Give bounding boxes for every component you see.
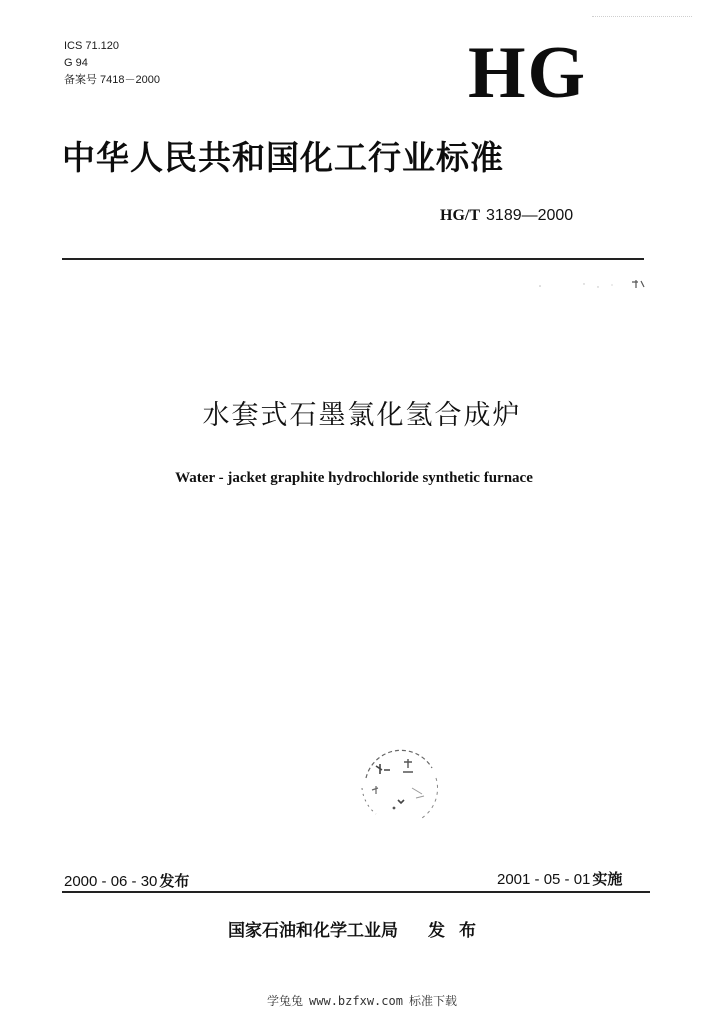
issue-date-label: 发布 [159,872,190,890]
standard-number-prefix: HG/T [440,207,481,224]
ccs-code: G 94 [64,57,88,69]
footer-site-name: 学兔兔 [267,994,304,1008]
filing-number: 备案号 7418－2000 [64,74,160,86]
standard-series-title: 中华人民共和国化工行业标准 [62,138,504,177]
scan-edge-mark [592,16,692,17]
effective-date-value: 2001 - 05 - 01 [497,871,591,888]
scan-noise [520,270,660,300]
ics-code: ICS 71.120 [64,40,120,52]
publisher [228,918,490,944]
effective-date-label: 实施 [592,870,623,888]
issue-date [64,872,189,891]
hg-logo: HG [468,32,588,114]
footer-divider [62,891,650,893]
document-title-english: Water - jacket graphite hydrochloride synthetic furnace [175,470,533,486]
header-divider [62,258,644,260]
publisher-name: 国家石油和化学工业局 [228,921,398,941]
effective-date [497,870,622,889]
standard-number [440,204,573,227]
footer-url-link[interactable]: www.bzfxw.com [309,994,403,1008]
issue-date-value: 2000 - 06 - 30 [64,873,158,890]
document-title-chinese: 水套式石墨氯化氢合成炉 [202,400,522,431]
watermark-footer [0,992,724,1010]
publisher-action: 发布 [428,921,490,941]
footer-tagline: 标准下载 [408,994,457,1008]
official-seal-stamp [352,738,448,834]
standard-number-value: 3189—2000 [486,207,574,224]
